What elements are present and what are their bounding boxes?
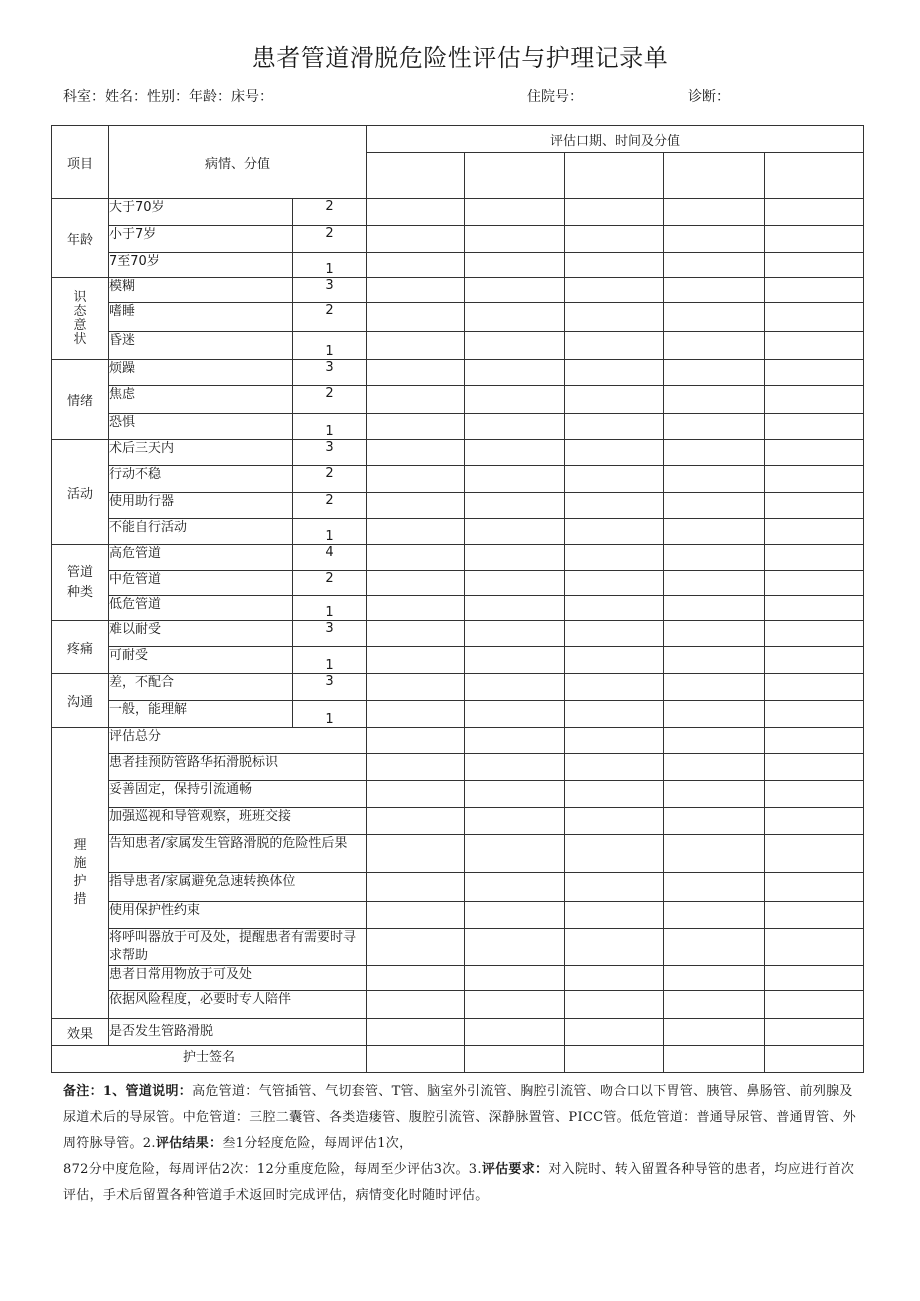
assessment-cell[interactable] [565, 153, 664, 199]
assessment-cell[interactable] [565, 808, 664, 835]
assessment-cell[interactable] [565, 1046, 664, 1073]
assessment-cell[interactable] [765, 571, 864, 596]
assessment-cell[interactable] [565, 596, 664, 621]
care-measure-label: 告知患者/家属发生管路滑脱的危险性后果 [109, 835, 367, 873]
assessment-cell[interactable] [565, 621, 664, 647]
header-assessment: 评估口期、时间及分值 [367, 126, 864, 153]
assessment-cell[interactable] [367, 571, 465, 596]
assessment-cell[interactable] [664, 386, 765, 414]
assessment-cell[interactable] [465, 991, 565, 1019]
assessment-cell[interactable] [367, 466, 465, 493]
assessment-cell[interactable] [465, 929, 565, 966]
score-value: 3 [293, 621, 367, 647]
assessment-cell[interactable] [367, 386, 465, 414]
care-measure-label: 加强巡视和导管观察，班班交接 [109, 808, 367, 835]
assessment-cell[interactable] [465, 621, 565, 647]
assessment-cell[interactable] [465, 303, 565, 332]
condition-label: 中危管道 [109, 571, 293, 596]
assessment-cell[interactable] [664, 991, 765, 1019]
assessment-cell[interactable] [664, 332, 765, 360]
notes-requirements-text: 对入院时、转入留置各种导管的患者，均应进行首次评估，手术后留置各种管道手术返回时完成评估，病情变化时随时评估。 [63, 1162, 855, 1203]
assessment-cell[interactable] [565, 493, 664, 519]
assessment-cell[interactable] [367, 674, 465, 701]
assessment-cell[interactable] [565, 278, 664, 303]
notes [63, 1079, 859, 1209]
assessment-cell[interactable] [765, 902, 864, 929]
assessment-cell[interactable] [765, 332, 864, 360]
assessment-cell[interactable] [565, 929, 664, 966]
assessment-cell[interactable] [765, 153, 864, 199]
assessment-table [51, 125, 864, 1073]
assessment-cell[interactable] [664, 835, 765, 873]
assessment-cell[interactable] [367, 647, 465, 674]
assessment-cell[interactable] [465, 199, 565, 226]
assessment-cell[interactable] [565, 873, 664, 902]
assessment-cell[interactable] [765, 929, 864, 966]
care-measure-label: 将呼叫器放于可及处，提醒患者有需要时寻求帮助 [109, 929, 367, 966]
assessment-cell[interactable] [367, 1046, 465, 1073]
assessment-cell[interactable] [765, 873, 864, 902]
condition-label: 恐惧 [109, 414, 293, 440]
score-value: 2 [293, 386, 367, 414]
score-value: 4 [293, 545, 367, 571]
score-value: 3 [293, 278, 367, 303]
assessment-cell[interactable] [465, 278, 565, 303]
score-value: 2 [293, 466, 367, 493]
assessment-cell[interactable] [765, 278, 864, 303]
condition-label: 焦虑 [109, 386, 293, 414]
assessment-cell[interactable] [465, 1019, 565, 1046]
assessment-cell[interactable] [465, 835, 565, 873]
assessment-cell[interactable] [765, 466, 864, 493]
assessment-cell[interactable] [565, 414, 664, 440]
assessment-cell[interactable] [765, 545, 864, 571]
assessment-cell[interactable] [367, 808, 465, 835]
assessment-cell[interactable] [664, 808, 765, 835]
assessment-cell[interactable] [565, 754, 664, 781]
condition-label: 7至70岁 [109, 253, 293, 278]
condition-label: 不能自行活动 [109, 519, 293, 545]
assessment-cell[interactable] [465, 966, 565, 991]
assessment-cell[interactable] [765, 1046, 864, 1073]
assessment-cell[interactable] [664, 754, 765, 781]
category-label: 管道 种类 [52, 545, 109, 621]
category-label: 疼痛 [52, 621, 109, 674]
assessment-cell[interactable] [664, 621, 765, 647]
assessment-cell[interactable] [367, 728, 465, 754]
assessment-cell[interactable] [367, 332, 465, 360]
assessment-cell[interactable] [565, 966, 664, 991]
condition-label: 高危管道 [109, 545, 293, 571]
assessment-cell[interactable] [465, 253, 565, 278]
assessment-cell[interactable] [367, 873, 465, 902]
assessment-cell[interactable] [465, 873, 565, 902]
assessment-cell[interactable] [367, 1019, 465, 1046]
effect-question: 是否发生管路滑脱 [109, 1019, 367, 1046]
assessment-cell[interactable] [765, 360, 864, 386]
score-value: 2 [293, 571, 367, 596]
assessment-cell[interactable] [465, 754, 565, 781]
assessment-cell[interactable] [565, 386, 664, 414]
assessment-cell[interactable] [664, 303, 765, 332]
assessment-cell[interactable] [565, 674, 664, 701]
care-measure-label: 患者挂预防管路华拓滑脱标识 [109, 754, 367, 781]
assessment-cell[interactable] [465, 493, 565, 519]
assessment-cell[interactable] [664, 647, 765, 674]
notes-results-text: 叁1分轻度危险，每周评估1次， [222, 1136, 413, 1151]
score-value: 1 [293, 519, 367, 545]
diagnosis-field: 诊断： [688, 89, 730, 105]
assessment-cell[interactable] [664, 873, 765, 902]
assessment-cell[interactable] [565, 226, 664, 253]
assessment-cell[interactable] [465, 519, 565, 545]
assessment-cell[interactable] [565, 902, 664, 929]
assessment-cell[interactable] [565, 253, 664, 278]
assessment-cell[interactable] [465, 808, 565, 835]
score-value: 1 [293, 596, 367, 621]
assessment-cell[interactable] [565, 519, 664, 545]
assessment-cell[interactable] [765, 966, 864, 991]
assessment-cell[interactable] [465, 332, 565, 360]
assessment-cell[interactable] [765, 440, 864, 466]
assessment-cell[interactable] [465, 226, 565, 253]
category-label: 识态意状 [52, 278, 109, 360]
assessment-cell[interactable] [664, 226, 765, 253]
assessment-cell[interactable] [765, 991, 864, 1019]
condition-label: 术后三天内 [109, 440, 293, 466]
score-value: 1 [293, 701, 367, 728]
form-title: 患者管道滑脱危险性评估与护理记录单 [251, 44, 669, 72]
score-value: 1 [293, 414, 367, 440]
condition-label: 嗜睡 [109, 303, 293, 332]
assessment-cell[interactable] [565, 1019, 664, 1046]
condition-label: 差，不配合 [109, 674, 293, 701]
assessment-cell[interactable] [367, 519, 465, 545]
assessment-cell[interactable] [765, 647, 864, 674]
assessment-cell[interactable] [765, 596, 864, 621]
score-value: 2 [293, 199, 367, 226]
assessment-cell[interactable] [765, 414, 864, 440]
assessment-cell[interactable] [367, 545, 465, 571]
care-measure-label: 评估总分 [109, 728, 367, 754]
assessment-cell[interactable] [664, 545, 765, 571]
assessment-cell[interactable] [367, 966, 465, 991]
assessment-cell[interactable] [367, 199, 465, 226]
patient-info-fields: 科室：姓名：性别：年龄：床号： [63, 89, 273, 105]
assessment-cell[interactable] [367, 991, 465, 1019]
category-label: 年龄 [52, 199, 109, 278]
assessment-cell[interactable] [367, 701, 465, 728]
condition-label: 一般，能理解 [109, 701, 293, 728]
assessment-cell[interactable] [765, 621, 864, 647]
assessment-cell[interactable] [664, 596, 765, 621]
assessment-cell[interactable] [664, 278, 765, 303]
assessment-cell[interactable] [765, 303, 864, 332]
condition-label: 模糊 [109, 278, 293, 303]
condition-label: 可耐受 [109, 647, 293, 674]
assessment-cell[interactable] [765, 1019, 864, 1046]
assessment-cell[interactable] [565, 781, 664, 808]
assessment-cell[interactable] [664, 929, 765, 966]
effect-label: 效果 [52, 1019, 109, 1046]
assessment-cell[interactable] [765, 386, 864, 414]
assessment-cell[interactable] [565, 332, 664, 360]
assessment-cell[interactable] [565, 571, 664, 596]
inpatient-number-field: 住院号： [527, 89, 583, 105]
assessment-cell[interactable] [367, 226, 465, 253]
assessment-cell[interactable] [367, 278, 465, 303]
assessment-cell[interactable] [465, 728, 565, 754]
assessment-cell[interactable] [765, 728, 864, 754]
assessment-cell[interactable] [664, 493, 765, 519]
assessment-cell[interactable] [367, 414, 465, 440]
assessment-cell[interactable] [664, 674, 765, 701]
condition-label: 昏迷 [109, 332, 293, 360]
assessment-cell[interactable] [765, 253, 864, 278]
assessment-cell[interactable] [765, 808, 864, 835]
assessment-cell[interactable] [664, 199, 765, 226]
notes-tube-text: 高危管道：气管插管、气切套管、T管、脑室外引流管、胸腔引流管、吻合口以下胃管、胰管、鼻肠管、前列腺及尿道术后的导尿管。中危管道：三腔二囊管、各类造瘘管、腹腔引流管、深静脉置管、PICC管。低危管道：普通导尿管、普通胃管、外周符脉导管。2. [63, 1084, 857, 1151]
condition-label: 小于7岁 [109, 226, 293, 253]
assessment-cell[interactable] [765, 493, 864, 519]
assessment-cell[interactable] [465, 701, 565, 728]
assessment-cell[interactable] [664, 153, 765, 199]
assessment-cell[interactable] [664, 1019, 765, 1046]
nurse-signature-label: 护士签名 [52, 1046, 367, 1073]
category-label: 活动 [52, 440, 109, 545]
care-measure-label: 指导患者/家属避免急速转换体位 [109, 873, 367, 902]
notes-results-text-2: 872分中度危险，每周评估2次：12分重度危险，每周至少评估3次。3. [63, 1162, 482, 1177]
assessment-cell[interactable] [465, 414, 565, 440]
assessment-cell[interactable] [565, 835, 664, 873]
assessment-cell[interactable] [664, 966, 765, 991]
assessment-cell[interactable] [465, 571, 565, 596]
assessment-cell[interactable] [367, 835, 465, 873]
assessment-cell[interactable] [565, 545, 664, 571]
assessment-cell[interactable] [465, 153, 565, 199]
assessment-cell[interactable] [565, 466, 664, 493]
assessment-cell[interactable] [465, 360, 565, 386]
score-value: 3 [293, 440, 367, 466]
condition-label: 大于70岁 [109, 199, 293, 226]
assessment-cell[interactable] [664, 440, 765, 466]
assessment-cell[interactable] [465, 440, 565, 466]
notes-lead: 备注：1、 [63, 1084, 126, 1099]
notes-heading-requirements: 评估要求： [481, 1162, 549, 1177]
assessment-cell[interactable] [765, 519, 864, 545]
assessment-cell[interactable] [565, 728, 664, 754]
assessment-cell[interactable] [565, 991, 664, 1019]
score-value: 2 [293, 226, 367, 253]
score-value: 2 [293, 493, 367, 519]
care-measure-label: 使用保护性约束 [109, 902, 367, 929]
care-measure-label: 依据风险程度，必要时专人陪伴 [109, 991, 367, 1019]
notes-heading-tubes: 管道说明： [125, 1084, 193, 1099]
assessment-cell[interactable] [367, 153, 465, 199]
assessment-cell[interactable] [465, 1046, 565, 1073]
assessment-cell[interactable] [565, 701, 664, 728]
assessment-cell[interactable] [664, 728, 765, 754]
assessment-cell[interactable] [565, 440, 664, 466]
condition-label: 烦躁 [109, 360, 293, 386]
assessment-cell[interactable] [465, 386, 565, 414]
notes-heading-results: 评估结果： [155, 1136, 223, 1151]
score-value: 1 [293, 332, 367, 360]
assessment-cell[interactable] [765, 754, 864, 781]
assessment-cell[interactable] [465, 466, 565, 493]
score-value: 1 [293, 647, 367, 674]
header-item: 项目 [52, 126, 109, 199]
assessment-cell[interactable] [565, 360, 664, 386]
assessment-cell[interactable] [664, 571, 765, 596]
assessment-cell[interactable] [565, 303, 664, 332]
care-category-label: 理施护措 [52, 728, 109, 1019]
assessment-cell[interactable] [367, 902, 465, 929]
assessment-cell[interactable] [765, 226, 864, 253]
assessment-cell[interactable] [565, 647, 664, 674]
assessment-cell[interactable] [664, 360, 765, 386]
assessment-cell[interactable] [367, 253, 465, 278]
assessment-cell[interactable] [765, 701, 864, 728]
assessment-cell[interactable] [664, 781, 765, 808]
assessment-cell[interactable] [765, 835, 864, 873]
assessment-cell[interactable] [367, 621, 465, 647]
assessment-cell[interactable] [465, 545, 565, 571]
assessment-cell[interactable] [664, 253, 765, 278]
assessment-cell[interactable] [465, 781, 565, 808]
assessment-cell[interactable] [664, 414, 765, 440]
assessment-cell[interactable] [367, 781, 465, 808]
assessment-cell[interactable] [664, 1046, 765, 1073]
assessment-cell[interactable] [367, 440, 465, 466]
assessment-cell[interactable] [765, 674, 864, 701]
category-label: 沟通 [52, 674, 109, 728]
assessment-cell[interactable] [367, 596, 465, 621]
assessment-cell[interactable] [465, 596, 565, 621]
condition-label: 使用助行器 [109, 493, 293, 519]
assessment-cell[interactable] [367, 754, 465, 781]
assessment-cell[interactable] [765, 781, 864, 808]
score-value: 1 [293, 253, 367, 278]
condition-label: 难以耐受 [109, 621, 293, 647]
assessment-cell[interactable] [664, 519, 765, 545]
assessment-cell[interactable] [465, 674, 565, 701]
score-value: 3 [293, 360, 367, 386]
assessment-cell[interactable] [565, 199, 664, 226]
assessment-cell[interactable] [367, 303, 465, 332]
score-value: 3 [293, 674, 367, 701]
condition-label: 行动不稳 [109, 466, 293, 493]
assessment-cell[interactable] [367, 493, 465, 519]
assessment-cell[interactable] [664, 701, 765, 728]
assessment-cell[interactable] [367, 360, 465, 386]
assessment-cell[interactable] [765, 199, 864, 226]
assessment-cell[interactable] [367, 929, 465, 966]
assessment-cell[interactable] [664, 902, 765, 929]
condition-label: 低危管道 [109, 596, 293, 621]
score-value: 2 [293, 303, 367, 332]
assessment-cell[interactable] [664, 466, 765, 493]
assessment-cell[interactable] [465, 647, 565, 674]
care-measure-label: 妥善固定，保持引流通畅 [109, 781, 367, 808]
assessment-cell[interactable] [465, 902, 565, 929]
header-condition: 病情、分值 [109, 126, 367, 199]
care-measure-label: 患者日常用物放于可及处 [109, 966, 367, 991]
category-label: 情绪 [52, 360, 109, 440]
